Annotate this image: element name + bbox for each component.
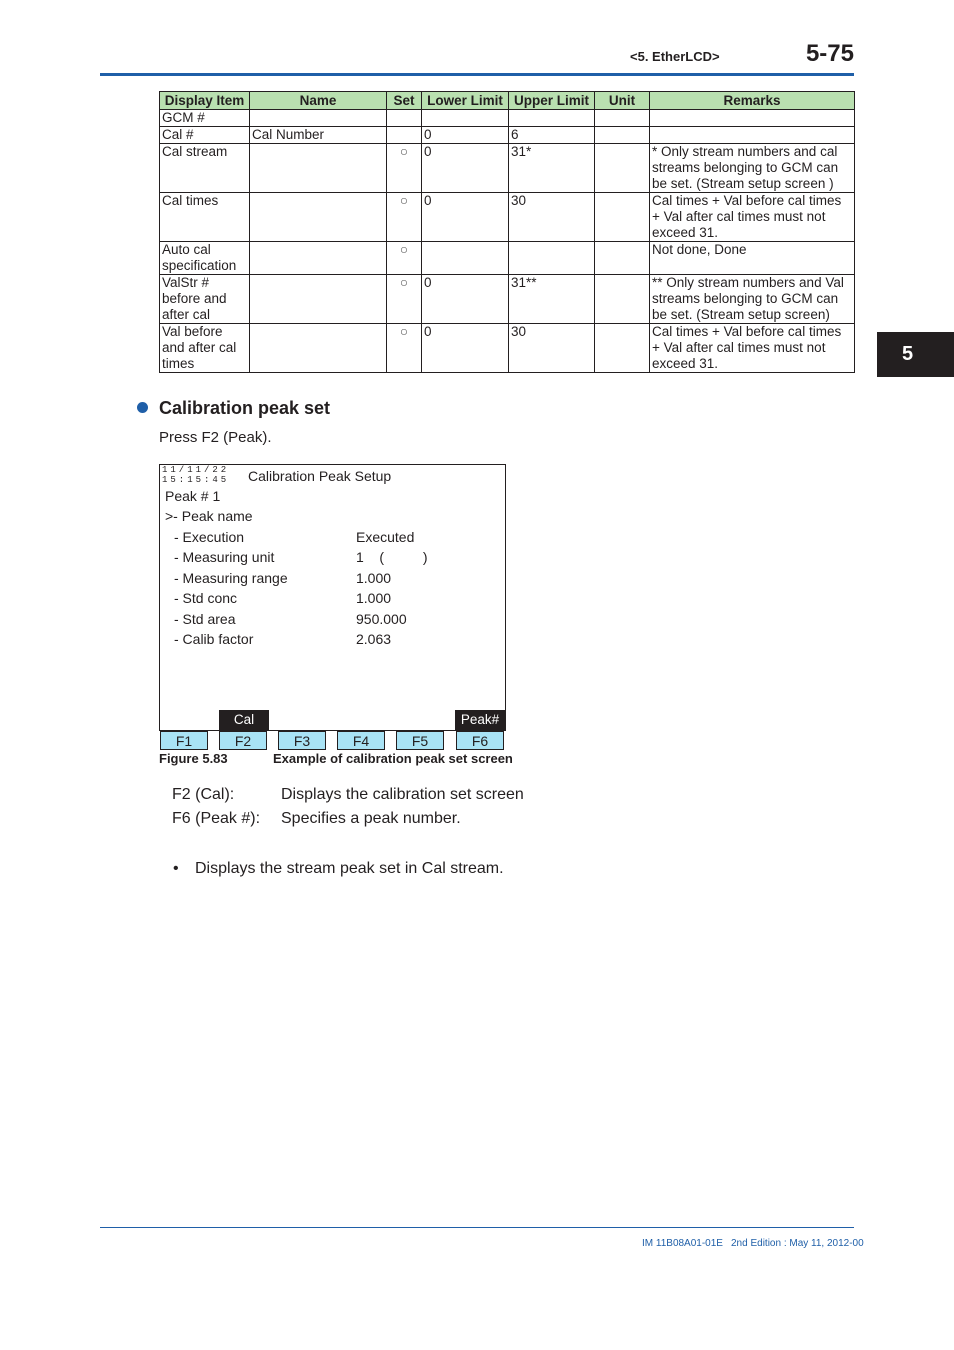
cell: Val before and after cal times: [160, 324, 250, 373]
cell: 0: [422, 193, 509, 242]
note-text: Displays the stream peak set in Cal stream.: [195, 860, 504, 877]
cell: Cal times + Val before cal times + Val after cal times must not exceed 31.: [650, 193, 855, 242]
cell: [422, 110, 509, 127]
col-upper-limit: Upper Limit: [509, 92, 595, 110]
cell: [595, 275, 650, 324]
cell: ○: [387, 242, 422, 275]
cell: 30: [509, 324, 595, 373]
cell: * Only stream numbers and cal streams belonging to GCM can be set. (Stream setup screen ): [650, 144, 855, 193]
cell: ○: [387, 324, 422, 373]
cell: Cal #: [160, 127, 250, 144]
time-text: 15:15:45: [162, 475, 230, 485]
col-remarks: Remarks: [650, 92, 855, 110]
cell: Auto cal specification: [160, 242, 250, 275]
cell: Cal stream: [160, 144, 250, 193]
cell: Cal Number: [250, 127, 387, 144]
cell: [250, 242, 387, 275]
cell: Cal times: [160, 193, 250, 242]
cell: [595, 110, 650, 127]
cell: [595, 144, 650, 193]
field-label: - Measuring range: [174, 570, 288, 586]
lcd-screen: [159, 464, 506, 731]
header-rule: [100, 73, 854, 76]
cell: [595, 242, 650, 275]
cell: [250, 275, 387, 324]
field-label: - Execution: [174, 529, 245, 545]
cell: Not done, Done: [650, 242, 855, 275]
footer-rule: [100, 1227, 854, 1228]
softkey-cal[interactable]: Cal: [219, 710, 269, 730]
cell: [650, 127, 855, 144]
doc-id: IM 11B08A01-01E: [642, 1238, 723, 1249]
datetime-display: [162, 465, 229, 485]
f2-key[interactable]: F2: [219, 731, 267, 750]
field-label: - Calib factor: [174, 631, 254, 647]
col-unit: Unit: [595, 92, 650, 110]
table-row: [160, 242, 855, 275]
cell: 6: [509, 127, 595, 144]
peak-name-label[interactable]: >- Peak name: [165, 508, 253, 524]
execution-value[interactable]: Executed: [356, 529, 415, 545]
cell: [250, 110, 387, 127]
desc-key-f2: F2 (Cal):: [172, 786, 235, 803]
table-row: [160, 110, 855, 127]
screen-title: Calibration Peak Setup: [248, 468, 392, 484]
f1-key[interactable]: F1: [160, 731, 208, 750]
softkey-peak[interactable]: Peak#: [455, 710, 505, 730]
spec-table: [159, 91, 855, 373]
peak-number-label: Peak # 1: [165, 488, 221, 504]
std-conc-value[interactable]: 1.000: [356, 590, 392, 606]
cell: [650, 110, 855, 127]
field-label: - Std conc: [174, 590, 238, 606]
cell: ** Only stream numbers and Val streams belonging to GCM can be set. (Stream setup screen): [650, 275, 855, 324]
table-row: [160, 144, 855, 193]
cell: 31**: [509, 275, 595, 324]
f4-key[interactable]: F4: [337, 731, 385, 750]
measuring-unit-value[interactable]: 1 ( ): [356, 549, 428, 565]
cell: [250, 324, 387, 373]
cell: [422, 242, 509, 275]
table-row: [160, 193, 855, 242]
cell: 0: [422, 144, 509, 193]
bullet-icon: [137, 402, 148, 413]
field-label: - Measuring unit: [174, 549, 275, 565]
desc-key-f6: F6 (Peak #):: [172, 810, 261, 827]
cell: ValStr # before and after cal: [160, 275, 250, 324]
table-row: [160, 275, 855, 324]
cell: 0: [422, 324, 509, 373]
calib-factor-value: 2.063: [356, 631, 392, 647]
col-name: Name: [250, 92, 387, 110]
instruction-text: Press F2 (Peak).: [159, 429, 272, 446]
cell: [595, 193, 650, 242]
f6-key[interactable]: F6: [456, 731, 504, 750]
field-label: - Std area: [174, 611, 236, 627]
date-text: 11/11/22: [162, 465, 230, 475]
col-set: Set: [387, 92, 422, 110]
cell: [387, 110, 422, 127]
cell: [595, 127, 650, 144]
chapter-tab: 5: [877, 332, 954, 377]
desc-text-f2: Displays the calibration set screen: [281, 786, 524, 803]
cell: 31*: [509, 144, 595, 193]
col-lower-limit: Lower Limit: [422, 92, 509, 110]
edition: 2nd Edition : May 11, 2012-00: [731, 1238, 864, 1249]
table-row: [160, 324, 855, 373]
std-area-value[interactable]: 950.000: [356, 611, 407, 627]
cell: [509, 242, 595, 275]
measuring-range-value[interactable]: 1.000: [356, 570, 392, 586]
desc-text-f6: Specifies a peak number.: [281, 810, 461, 827]
figure-caption: Example of calibration peak set screen: [273, 751, 513, 766]
section-header: <5. EtherLCD>: [630, 49, 720, 64]
figure-number: Figure 5.83: [159, 751, 228, 766]
cell: 30: [509, 193, 595, 242]
cell: [595, 324, 650, 373]
bullet-icon: •: [173, 860, 179, 877]
page-number: 5-75: [805, 40, 854, 67]
f5-key[interactable]: F5: [396, 731, 444, 750]
cell: [387, 127, 422, 144]
cell: [509, 110, 595, 127]
cell: ○: [387, 144, 422, 193]
cell: [250, 144, 387, 193]
f3-key[interactable]: F3: [278, 731, 326, 750]
cell: Cal times + Val before cal times + Val after cal times must not exceed 31.: [650, 324, 855, 373]
table-row: [160, 127, 855, 144]
cell: [250, 193, 387, 242]
cell: ○: [387, 275, 422, 324]
cell: GCM #: [160, 110, 250, 127]
section-title: Calibration peak set: [159, 398, 331, 418]
cell: ○: [387, 193, 422, 242]
table-header-row: [160, 92, 855, 110]
col-display-item: Display Item: [160, 92, 250, 110]
cell: 0: [422, 127, 509, 144]
cell: 0: [422, 275, 509, 324]
